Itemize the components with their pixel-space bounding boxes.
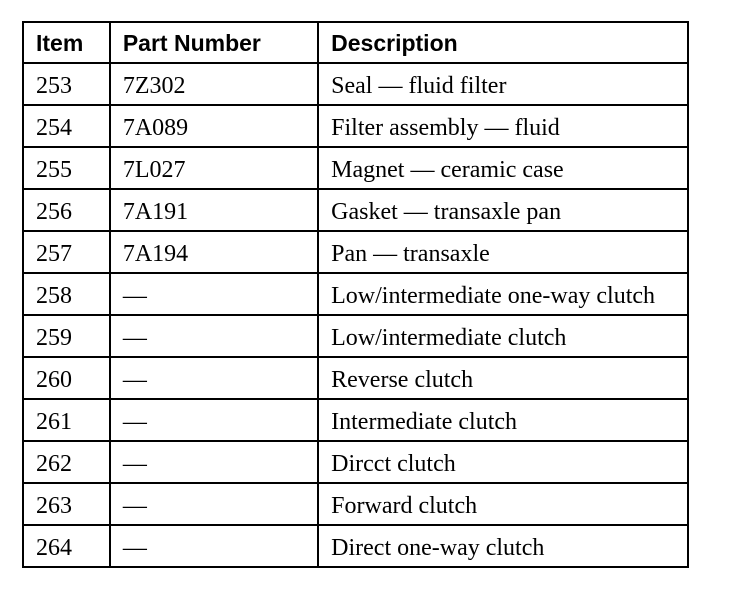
table-row [23, 399, 688, 441]
item-cell: 263 [23, 483, 110, 525]
table-header [23, 22, 688, 63]
table-row [23, 147, 688, 189]
description-cell: Magnet — ceramic case [318, 147, 688, 189]
table-row [23, 483, 688, 525]
part-number-cell: 7Z302 [110, 63, 318, 105]
table-row [23, 273, 688, 315]
description-cell: Low/intermediate one-way clutch [318, 273, 688, 315]
part-number-cell: 7L027 [110, 147, 318, 189]
description-cell: Intermediate clutch [318, 399, 688, 441]
table-row [23, 357, 688, 399]
table-row [23, 63, 688, 105]
item-cell: 264 [23, 525, 110, 567]
item-cell: 257 [23, 231, 110, 273]
table-row [23, 441, 688, 483]
description-cell: Filter assembly — fluid [318, 105, 688, 147]
part-number-cell: 7A191 [110, 189, 318, 231]
parts-table [22, 21, 689, 568]
description-cell: Dircct clutch [318, 441, 688, 483]
table-row [23, 105, 688, 147]
description-cell: Reverse clutch [318, 357, 688, 399]
part-number-cell: — [110, 273, 318, 315]
table-body [23, 63, 688, 567]
part-number-cell: — [110, 525, 318, 567]
part-number-cell: — [110, 357, 318, 399]
header-row [23, 22, 688, 63]
part-number-cell: 7A194 [110, 231, 318, 273]
part-number-cell: — [110, 315, 318, 357]
item-cell: 261 [23, 399, 110, 441]
description-cell: Pan — transaxle [318, 231, 688, 273]
part-number-cell: — [110, 441, 318, 483]
item-cell: 254 [23, 105, 110, 147]
item-cell: 256 [23, 189, 110, 231]
part-number-cell: — [110, 483, 318, 525]
item-cell: 253 [23, 63, 110, 105]
header-part-number: Part Number [110, 22, 318, 63]
description-cell: Seal — fluid filter [318, 63, 688, 105]
description-cell: Low/intermediate clutch [318, 315, 688, 357]
description-cell: Direct one-way clutch [318, 525, 688, 567]
header-description: Description [318, 22, 688, 63]
item-cell: 260 [23, 357, 110, 399]
table-row [23, 189, 688, 231]
part-number-cell: 7A089 [110, 105, 318, 147]
description-cell: Gasket — transaxle pan [318, 189, 688, 231]
item-cell: 258 [23, 273, 110, 315]
table-row [23, 231, 688, 273]
item-cell: 259 [23, 315, 110, 357]
item-cell: 255 [23, 147, 110, 189]
header-item: Item [23, 22, 110, 63]
description-cell: Forward clutch [318, 483, 688, 525]
part-number-cell: — [110, 399, 318, 441]
table-row [23, 315, 688, 357]
table-row [23, 525, 688, 567]
item-cell: 262 [23, 441, 110, 483]
